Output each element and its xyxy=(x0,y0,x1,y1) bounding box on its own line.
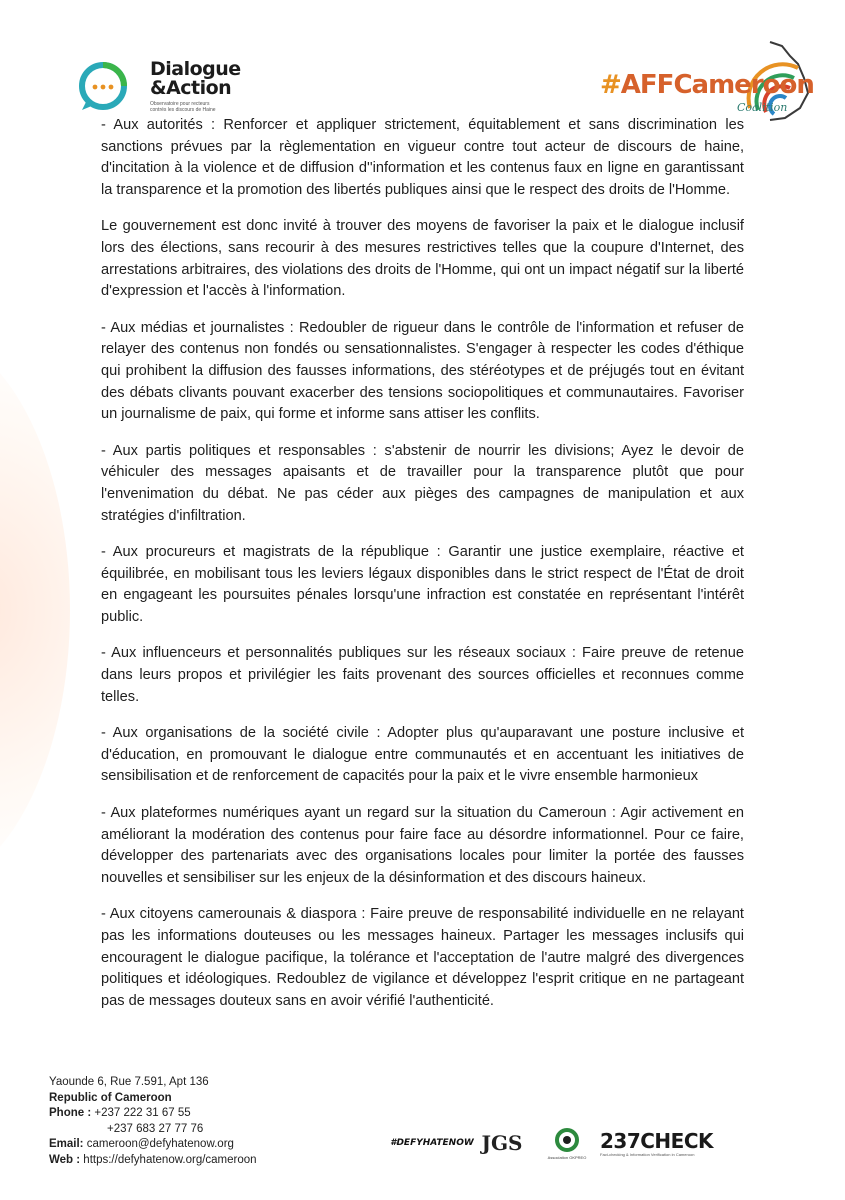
footer-country: Republic of Cameroon xyxy=(49,1091,172,1104)
paragraph-partis: - Aux partis politiques et responsables : s'abstenir de nourrir les divisions; Ayez le devoir de véhiculer des messages apaisants et de travailler pour la transparence plutôt que pour l'envenimation du débat. Ne pas céder aux pièges des campagnes de manipulation et aux stratégies d'infiltration. xyxy=(101,442,744,524)
affcameroon-logo xyxy=(600,38,815,123)
237check-logo: 237CHECK Fact-checking & Information Verification in Cameroon xyxy=(600,1128,714,1157)
footer-phone2: +237 683 27 77 76 xyxy=(107,1122,204,1135)
paragraph-medias: - Aux médias et journalistes : Redoubler de rigueur dans le contrôle de l'information et refuser de relayer des contenus non fondés ou sensationnalistes. S'engager à respecter les codes d'éthique qui prohibent la diffusion des fausses informations, des stéréotypes et de préjugés tout en évitant des débats clivants pouvant exacerber des tensions sociopolitiques et communautaires. Favoriser un journalisme de paix, qui forme et informe sans attiser les conflits. xyxy=(101,319,744,423)
dialogue-action-title: Dialogue &Action xyxy=(150,58,241,99)
speech-bubble-icon xyxy=(78,62,128,112)
document-body xyxy=(101,115,744,1027)
jgs-logo: JGS xyxy=(481,1131,523,1155)
paragraph-plateformes: - Aux plateformes numériques ayant un regard sur la situation du Cameroun : Agir activement en améliorant la modération des contenus pour faire face au désordre informationnel. Pour ce faire, développer des partenariats avec des organisations locales pour limiter la portée des fausses nouvelles et sensibiliser sur les enjeux de la désinformation et des discours haineux. xyxy=(101,805,744,886)
footer-phone-line: Phone : +237 222 31 67 55 xyxy=(49,1107,191,1119)
okpreo-logo: Association OKPREO xyxy=(547,1122,587,1164)
dialogue-action-logo xyxy=(78,56,241,116)
okpreo-ring-icon xyxy=(554,1127,580,1153)
footer-web-link[interactable]: https://defyhatenow.org/cameroon xyxy=(83,1153,257,1166)
paragraph-autorites: - Aux autorités : Renforcer et appliquer strictement, équitablement et sans discrimination les sanctions prévues par la règlementation en vigueur contre tout acteur de discours de haine, d'incitation à la violence et de diffusion d''information et les contenus faux en ligne en garantissant la transparence et la promotion des libertés publiques ainsi que le respect des droits de l'Homme. xyxy=(101,117,744,198)
footer-email-line: Email: cameroon@defyhatenow.org xyxy=(49,1138,234,1150)
decorative-background-arc xyxy=(0,330,70,890)
defyhatenow-logo: #DEFYHATENOW xyxy=(390,1138,474,1148)
affcameroon-subtitle: Coalition xyxy=(737,101,788,114)
paragraph-societe-civile: - Aux organisations de la société civile : Adopter plus qu'auparavant une posture inclusive et d'éducation, en promouvant le dialogue entre communautés et en accentuant les initiatives de sensibilisation et de renforcement de capacités pour la paix et le vivre ensemble harmonieux xyxy=(101,725,744,785)
dialogue-action-subtitle: Observatoire pour recteurs contrés les discours de Haine xyxy=(150,101,216,113)
affcameroon-title: #AFFCameroon xyxy=(600,70,814,100)
footer-web-line: Web : https://defyhatenow.org/cameroon xyxy=(49,1153,257,1166)
paragraph-influenceurs: - Aux influenceurs et personnalités publiques sur les réseaux sociaux : Faire preuve de retenue dans leurs propos et privilégier les faits provenant des sources officielles et reconnues comme telles. xyxy=(101,645,744,705)
footer-email-link[interactable]: cameroon@defyhatenow.org xyxy=(86,1138,234,1150)
paragraph-procureurs: - Aux procureurs et magistrats de la république : Garantir une justice exemplaire, réactive et équilibrée, en mobilisant tous les leviers légaux disponibles dans le strict respect de l'État de droit en engageant les poursuites pénales lorsqu'une infraction est constatée en représentant l'intérêt public. xyxy=(101,544,744,625)
paragraph-gouvernement: Le gouvernement est donc invité à trouver des moyens de favoriser la paix et le dialogue inclusif lors des élections, sans recourir à des mesures restrictives telles que la coupure d'Internet, des arrestations arbitraires, des violations des droits de l'Homme, qui ont un impact négatif sur la liberté d'expression et l'accès à l'information. xyxy=(101,218,744,300)
paragraph-citoyens: - Aux citoyens camerounais & diaspora : Faire preuve de responsabilité individuelle en ne relayant pas les informations douteuses ou les messages haineux. Partager les messages inclusifs qui encouragent le dialogue pacifique, la tolérance et l'acceptation de l'autre malgré des divergences politiques et idéologiques. Redoublez de vigilance et développez l'esprit critique en ne partageant pas de messages douteux sans en avoir vérifié l'authenticité. xyxy=(101,906,744,1009)
footer-contact xyxy=(49,1075,257,1168)
footer-address: Yaounde 6, Rue 7.591, Apt 136 xyxy=(49,1076,209,1088)
